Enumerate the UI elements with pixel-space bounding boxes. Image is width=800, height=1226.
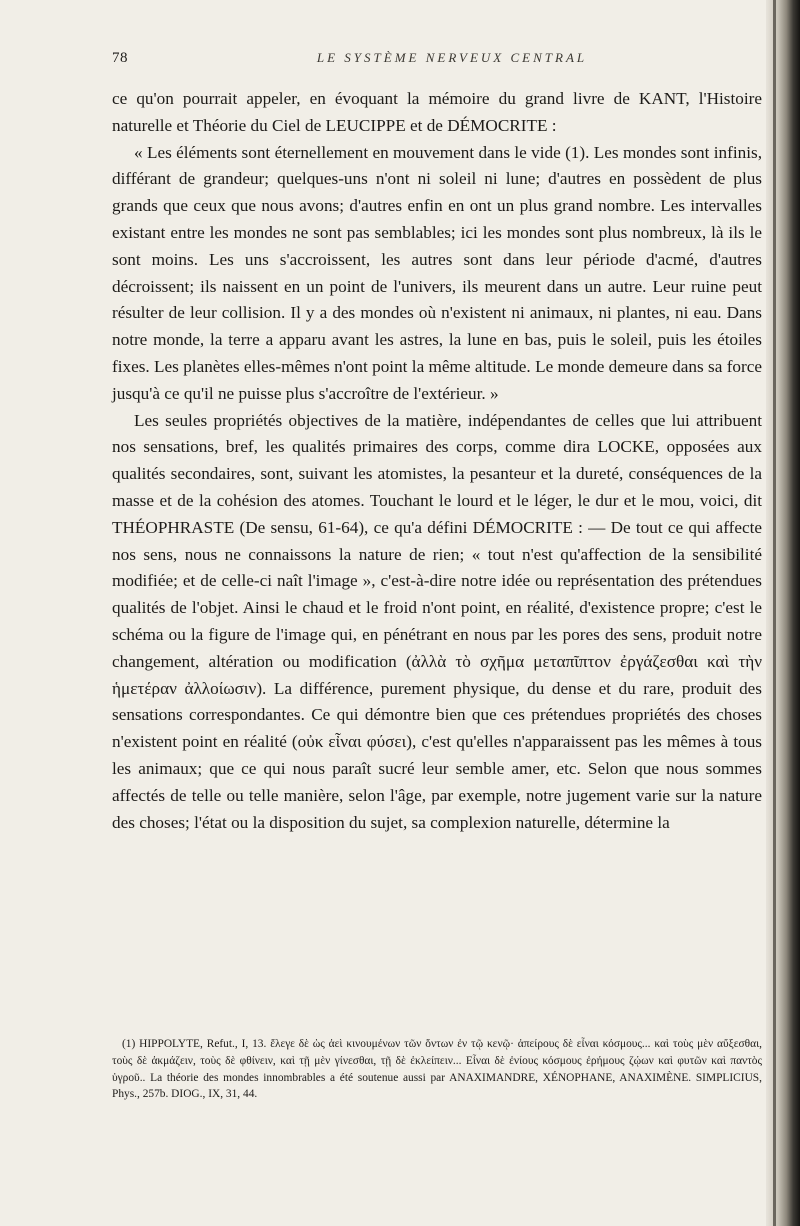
- binding-edge-line: [773, 0, 776, 1226]
- paragraph-1: ce qu'on pourrait appeler, en évoquant la mémoire du grand livre de KANT, l'Histoire naturelle et Théorie du Ciel de LEUCIPPE et de DÉMOCRITE :: [112, 89, 762, 135]
- paragraph-3: Les seules propriétés objectives de la matière, indépendantes de celles que lui attribuent nos sensations, bref, les qualités primaires des corps, comme dira LOCKE, opposées aux qualités secondaires, sont, suivant les atomistes, la pesanteur et la dureté, conséquences de la masse et de la cohésion des atomes. Touchant le lourd et le léger, le dur et le mou, voici, dit THÉOPHRASTE (De sensu, 61-64), ce qu'a défini DÉMOCRITE : — De tout ce qui affecte nos sens, nous ne connaissons la nature de rien; « tout n'est qu'affection de la sensibilité modifiée; et de celle-ci naît l'image », c'est-à-dire notre idée ou représentation des prétendues qualités de l'objet. Ainsi le chaud et le froid n'ont point, en réalité, d'existence propre; c'est le schéma ou la figure de l'image qui, en pénétrant en nous par les pores des sens, produit notre changement, altération ou modification (ἀλλὰ τὸ σχῆμα μεταπῖπτον ἐργάζεσθαι καὶ τὴν ἡμετέραν ἀλλοίωσιν). La différence, purement physique, du dense et du rare, produit des sensations correspondantes. Ce qui démontre bien que ces prétendues propriétés des choses n'existent point en réalité (οὐκ εἶναι φύσει), c'est qu'elles n'apparaissent pas les mêmes à tous les animaux; que ce qui nous paraît sucré leur semble amer, etc. Selon que nous sommes affectés de telle ou telle manière, selon l'âge, par exemple, notre jugement varie sur la nature des choses; l'état ou la disposition du sujet, sa complexion naturelle, détermine la: [112, 410, 762, 832]
- footnotes: [112, 1036, 762, 1103]
- page-number: 78: [112, 50, 128, 66]
- main-text: [112, 86, 762, 836]
- running-title: LE SYSTÈME NERVEUX CENTRAL: [316, 50, 588, 65]
- footnote-1: (1) HIPPOLYTE, Refut., I, 13. ἔλεγε δὲ ὡς ἀεὶ κινουμένων τῶν ὄντων ἐν τῷ κενῷ· ἀπείρους δὲ εἶναι κόσμους... καὶ τοὺς μὲν αὔξεσθαι, τοὺς δὲ ἀκμάζειν, τοὺς δὲ φθίνειν, καὶ τῇ μὲν γίνεσθαι, τῇ δὲ ἐκλείπειν... Εἶναι δὲ ἐνίους κόσμους ἐρήμους ζῴων καὶ φυτῶν καὶ παντὸς ὑγροῦ.. La théorie des mondes innombrables a été soutenue aussi par ANAXIMANDRE, XÉNOPHANE, ANAXIMÈNE. SIMPLICIUS, Phys., 257b. DIOG., IX, 31, 44.: [112, 1038, 762, 1101]
- page-header: [112, 48, 792, 74]
- paragraph-2-quotation: « Les éléments sont éternellement en mouvement dans le vide (1). Les mondes sont infinis, différant de grandeur; quelques-uns n'ont ni soleil ni lune; d'autres en possèdent de plus grands que ceux que nous avons; d'autres enfin en ont un plus grand nombre. Les intervalles existant entre les mondes ne sont pas semblables; ici les mondes sont plus nombreux, là ils le sont moins. Les uns s'accroissent, les autres sont dans leur période d'acmé, d'autres décroissent; ils naissent en un point de l'univers, ils meurent dans un autre. Leur ruine peut résulter de leur collision. Il y a des mondes où n'existent ni animaux, ni plantes, ni eau. Dans notre monde, la terre a apparu avant les astres, la lune en bas, puis le soleil, puis les étoiles fixes. Les planètes elles-mêmes n'ont point la même altitude. Le monde demeure dans sa force jusqu'à ce qu'il ne puisse plus s'accroître de l'extérieur. »: [112, 142, 762, 403]
- binding-edge-shadow: [766, 0, 800, 1226]
